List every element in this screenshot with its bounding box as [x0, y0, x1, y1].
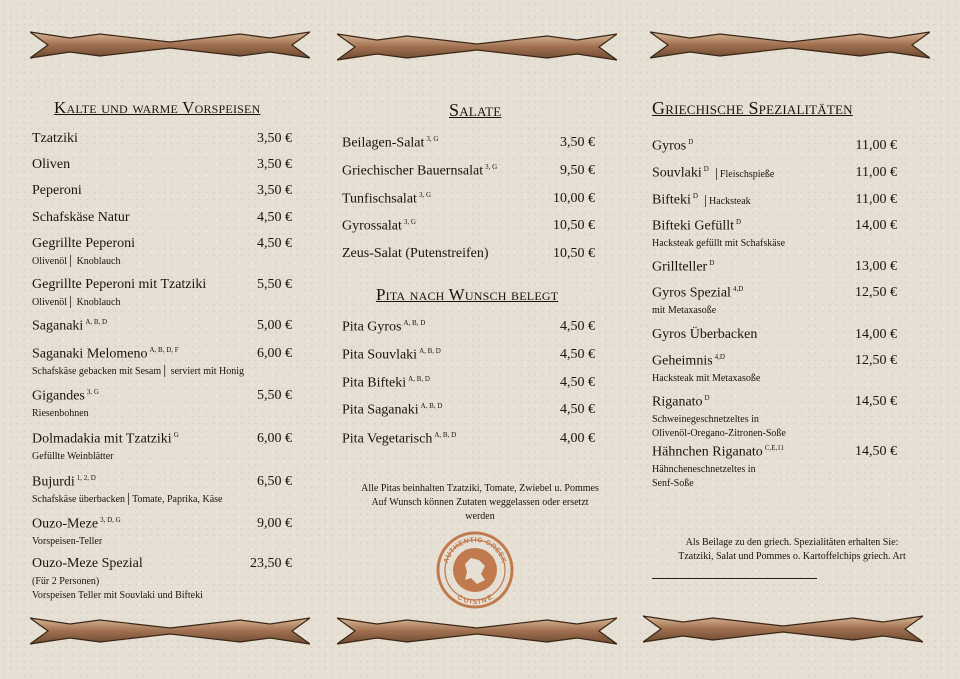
salads-section-title: Salate [449, 100, 502, 120]
svg-text:CUISINE: CUISINE [455, 593, 495, 607]
menu-item-name [32, 183, 82, 199]
menu-item-price: 14,00 € [855, 218, 897, 233]
menu-item-name-text: Gyros Spezial [652, 285, 731, 301]
menu-item-price: 11,00 € [855, 138, 897, 153]
allergen-codes: G [173, 431, 179, 439]
menu-item-name [652, 353, 725, 370]
menu-item-name-text: Tunfischsalat [342, 191, 417, 207]
allergen-codes: 3, D, G [100, 516, 121, 524]
specialties-note-line: Als Beilage zu den griech. Spezialitäten erhalten Sie: [685, 537, 899, 548]
menu-item-name [342, 163, 497, 180]
menu-item-price: 4,50 € [560, 347, 595, 362]
menu-item-name-text: Riganato [652, 394, 703, 410]
menu-item-name-text: Ouzo-Meze Spezial [32, 556, 143, 571]
menu-item-price: 4,50 € [560, 402, 595, 417]
menu-item-name [32, 431, 179, 448]
menu-item-name-text: Pita Souvlaki [342, 347, 418, 363]
menu-item-price: 11,00 € [855, 192, 897, 207]
menu-item-name [652, 165, 774, 182]
menu-item-price: 3,50 € [560, 135, 595, 150]
menu-item-name [342, 375, 430, 392]
allergen-codes: C,E,11 [764, 444, 784, 452]
menu-item-description: Riesenbohnen [32, 408, 89, 419]
menu-item-name-text: Schafskäse Natur [32, 210, 130, 225]
menu-item-price: 6,00 € [257, 346, 292, 361]
menu-item-name [652, 444, 784, 461]
menu-item-name [652, 327, 757, 343]
allergen-codes: 4,D [732, 285, 744, 293]
allergen-codes: D [736, 218, 742, 226]
menu-item-description: Olivenöl│ Knoblauch [32, 297, 121, 308]
menu-item-name [652, 259, 714, 276]
menu-item-price: 5,00 € [257, 318, 292, 333]
menu-item-name-text: Gegrillte Peperoni mit Tzatziki [32, 277, 207, 292]
menu-item-name-text: Beilagen-Salat [342, 135, 425, 151]
banner-top-middle [337, 30, 617, 64]
allergen-codes: 3, G [426, 135, 439, 143]
menu-item-name-text: Ouzo-Meze [32, 516, 99, 532]
menu-item-price: 4,50 € [257, 236, 292, 251]
menu-item-name-text: Griechischer Bauernsalat [342, 163, 484, 179]
menu-item-description: Schweinegeschnetzeltes in [652, 414, 759, 425]
signature-line [652, 578, 817, 579]
menu-item-description: Vorspeisen-Teller [32, 536, 103, 547]
menu-item-price: 14,50 € [855, 444, 897, 459]
allergen-codes: A, B, D, F [149, 346, 179, 354]
menu-item-description: Olivenöl│ Knoblauch [32, 256, 121, 267]
menu-item-price: 4,00 € [560, 431, 595, 446]
banner-bottom-middle [337, 614, 617, 648]
menu-item-price: 3,50 € [257, 183, 292, 198]
allergen-codes: D [688, 138, 694, 146]
menu-item-description: Schafskäse gebacken mit Sesam│ serviert mit Honig [32, 366, 245, 377]
menu-item-price: 4,50 € [257, 210, 292, 225]
menu-item-name [32, 131, 78, 147]
menu-item-description: Hacksteak gefüllt mit Schafskäse [652, 238, 786, 249]
menu-item-description: Vorspeisen Teller mit Souvlaki und Bifteki [32, 590, 203, 601]
menu-item-price: 9,00 € [257, 516, 292, 531]
menu-item-price: 10,00 € [553, 191, 595, 206]
menu-item-name [32, 516, 121, 533]
menu-item-name [32, 236, 135, 252]
allergen-codes: D [692, 192, 698, 200]
menu-item-name-text: Bujurdi [32, 474, 75, 490]
menu-item-description: Senf-Soße [652, 478, 694, 489]
menu-item-extra: │Fleischspieße [712, 168, 775, 180]
menu-item-name [342, 402, 442, 419]
menu-item-description: Schafskäse überbacken│Tomate, Paprika, Käse [32, 494, 223, 505]
menu-item-price: 11,00 € [855, 165, 897, 180]
banner-bottom-left [30, 614, 310, 648]
svg-text:AUTHENTIC GREEK: AUTHENTIC GREEK [442, 536, 508, 565]
menu-item-name-text: Gyrossalat [342, 218, 402, 234]
menu-item-name [32, 346, 179, 363]
menu-item-price: 12,50 € [855, 353, 897, 368]
menu-item-description: Gefüllte Weinblätter [32, 451, 114, 462]
allergen-codes: A, B, D [419, 347, 441, 355]
menu-item-name [342, 191, 431, 208]
menu-item-name [32, 210, 130, 226]
menu-item-price: 23,50 € [250, 556, 292, 571]
menu-item-name-text: Pita Saganaki [342, 402, 419, 418]
menu-item-price: 13,00 € [855, 259, 897, 274]
left-section-title: Kalte und warme Vorspeisen [54, 98, 261, 117]
menu-item-name-text: Pita Bifteki [342, 375, 407, 391]
pita-note [335, 482, 625, 524]
allergen-codes: 3, G [403, 218, 416, 226]
menu-item-name [32, 318, 107, 335]
menu-item-name [32, 277, 206, 293]
menu-item-price: 4,50 € [560, 375, 595, 390]
menu-item-name [652, 138, 693, 155]
menu-item-price: 3,50 € [257, 157, 292, 172]
menu-item-price: 4,50 € [560, 319, 595, 334]
menu-item-price: 12,50 € [855, 285, 897, 300]
menu-item-name-text: Hähnchen Riganato [652, 444, 763, 460]
menu-item-description: Hähncheneschnetzeltes in [652, 464, 756, 475]
menu-item-price: 14,00 € [855, 327, 897, 342]
menu-item-name [342, 246, 489, 262]
banner-bottom-right [643, 612, 923, 646]
menu-item-name-text: Souvlaki [652, 165, 702, 181]
menu-item-price: 9,50 € [560, 163, 595, 178]
pita-note-line: Auf Wunsch können Zutaten weggelassen oder ersetzt [371, 497, 589, 508]
menu-item-name [342, 218, 416, 235]
banner-top-left [30, 28, 310, 62]
menu-item-name [342, 347, 441, 364]
menu-item-name [652, 218, 741, 235]
menu-item-name-text: Bifteki Gefüllt [652, 218, 735, 234]
menu-item-name [342, 431, 456, 448]
allergen-codes: D [709, 259, 715, 267]
allergen-codes: A, B, D [408, 375, 430, 383]
menu-item-name-text: Tzatziki [32, 131, 78, 146]
menu-item-price: 5,50 € [257, 277, 292, 292]
allergen-codes: 4,D [714, 353, 725, 361]
menu-item-name-text: Bifteki [652, 192, 691, 208]
menu-item-name-text: Saganaki Melomeno [32, 346, 148, 362]
menu-item-name [652, 285, 743, 302]
allergen-codes: D [704, 394, 710, 402]
menu-item-price: 10,50 € [553, 246, 595, 261]
right-section-title: Griechische Spezialitäten [652, 98, 853, 118]
menu-item-price: 6,00 € [257, 431, 292, 446]
menu-item-description: mit Metaxasoße [652, 305, 717, 316]
allergen-codes: 3, G [418, 191, 431, 199]
menu-item-price: 6,50 € [257, 474, 292, 489]
allergen-codes: D [703, 165, 709, 173]
menu-item-price: 3,50 € [257, 131, 292, 146]
menu-item-name-text: Geheimnis [652, 353, 713, 369]
specialties-note-line: Tzatziki, Salat und Pommes o. Kartoffelchips griech. Art [678, 551, 906, 562]
allergen-codes: A, B, D [85, 318, 108, 326]
menu-item-name-text: Gyros [652, 138, 687, 154]
menu-item-name [32, 388, 99, 405]
allergen-codes: 3, G [485, 163, 498, 171]
banner-top-right [650, 28, 930, 62]
menu-item-name-text: Oliven [32, 157, 71, 172]
menu-item-name-text: Pita Gyros [342, 319, 402, 335]
menu-item-name [32, 474, 96, 491]
menu-item-extra: │Hacksteak [701, 195, 751, 207]
menu-item-name-text: Grillteller [652, 259, 708, 275]
menu-item-name-text: Dolmadakia mit Tzatziki [32, 431, 172, 447]
menu-item-price: 14,50 € [855, 394, 897, 409]
allergen-codes: A, B, D [434, 431, 457, 439]
authentic-greek-cuisine-logo [435, 530, 515, 610]
allergen-codes: 1, 2, D [76, 474, 96, 482]
menu-item-name [652, 394, 710, 411]
menu-item-description: Olivenöl-Oregano-Zitronen-Soße [652, 428, 786, 439]
menu-item-description: (Für 2 Personen) [32, 576, 100, 587]
menu-item-description: Hacksteak mit Metaxasoße [652, 373, 761, 384]
menu-item-price: 5,50 € [257, 388, 292, 403]
menu-item-name [32, 556, 143, 572]
allergen-codes: 3, G [86, 388, 99, 396]
menu-item-name-text: Gyros Überbacken [652, 327, 758, 342]
menu-item-name-text: Saganaki [32, 318, 84, 334]
menu-item-name [652, 192, 751, 209]
menu-item-name-text: Peperoni [32, 183, 82, 198]
menu-item-name-text: Gigandes [32, 388, 85, 404]
pita-note-line: Alle Pitas beinhalten Tzatziki, Tomate, Zwiebel u. Pommes [361, 483, 599, 494]
allergen-codes: A, B, D [420, 402, 443, 410]
menu-item-name [32, 157, 70, 173]
pita-note-line: werden [465, 511, 495, 522]
allergen-codes: A, B, D [403, 319, 426, 327]
menu-item-name-text: Gegrillte Peperoni [32, 236, 136, 251]
menu-item-name [342, 135, 438, 152]
specialties-note [652, 536, 932, 564]
pita-section-title: Pita nach Wunsch belegt [376, 285, 559, 304]
menu-item-name [342, 319, 425, 336]
menu-item-name-text: Zeus-Salat (Putenstreifen) [342, 246, 489, 261]
menu-item-price: 10,50 € [553, 218, 595, 233]
menu-item-name-text: Pita Vegetarisch [342, 431, 433, 447]
